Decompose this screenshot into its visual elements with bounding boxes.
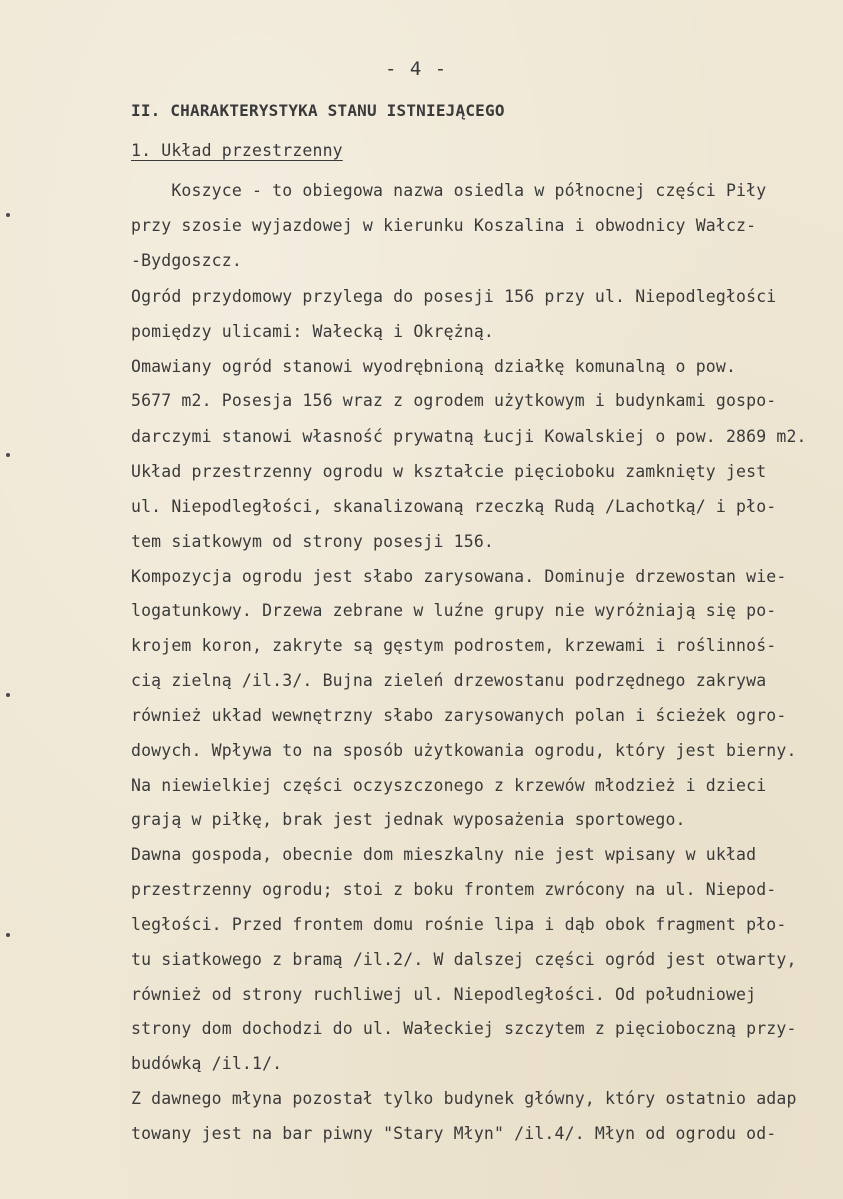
text-line: ul. Niepodległości, skanalizowaną rzeczką Rudą /Lachotką/ i pło- [131,497,777,516]
binder-hole-mark [6,933,10,937]
text-line: również układ wewnętrzny słabo zarysowanych polan i ścieżek ogro- [131,706,787,725]
binder-hole-mark [6,213,10,217]
text-line: dowych. Wpływa to na sposób użytkowania ogrodu, który jest bierny. [131,741,797,760]
text-line: -Bydgoszcz. [131,251,242,270]
text-line: ległości. Przed frontem domu rośnie lipa i dąb obok fragment pło- [131,915,787,934]
text-line: również od strony ruchliwej ul. Niepodległości. Od południowej [131,985,757,1004]
text-line: 5677 m2. Posesja 156 wraz z ogrodem użytkowym i budynkami gospo- [131,391,777,410]
text-line: strony dom dochodzi do ul. Wałeckiej szczytem z pięcioboczną przy- [131,1019,797,1038]
text-line: Kompozycja ogrodu jest słabo zarysowana. Dominuje drzewostan wie- [131,567,787,586]
text-line: Omawiany ogród stanowi wyodrębnioną działkę komunalną o pow. [131,357,737,376]
text-line: Dawna gospoda, obecnie dom mieszkalny nie jest wpisany w układ [131,845,757,864]
page-number: - 4 - [385,58,448,80]
text-line: grają w piłkę, brak jest jednak wyposażenia sportowego. [131,810,686,829]
text-line: Z dawnego młyna pozostał tylko budynek główny, który ostatnio adap [131,1089,797,1108]
text-line: pomiędzy ulicami: Wałecką i Okrężną. [131,322,495,341]
text-line: przestrzenny ogrodu; stoi z boku frontem zwrócony na ul. Niepod- [131,880,777,899]
binder-hole-mark [6,453,10,457]
text-line: Układ przestrzenny ogrodu w kształcie pięcioboku zamknięty jest [131,462,767,481]
text-line: tu siatkowego z bramą /il.2/. W dalszej części ogród jest otwarty, [131,950,797,969]
text-line: Na niewielkiej części oczyszczonego z krzewów młodzież i dzieci [131,776,767,795]
text-line: cią zielną /il.3/. Bujna zieleń drzewostanu podrzędnego zakrywa [131,671,767,690]
text-line: Ogród przydomowy przylega do posesji 156 przy ul. Niepodległości [131,287,777,306]
text-line: tem siatkowym od strony posesji 156. [131,532,495,551]
subsection-heading: 1. Układ przestrzenny [131,141,343,160]
binder-hole-mark [6,693,10,697]
text-line: towany jest na bar piwny "Stary Młyn" /il.4/. Młyn od ogrodu od- [131,1124,777,1143]
text-line: logatunkowy. Drzewa zebrane w luźne grupy nie wyróżniają się po- [131,601,777,620]
section-heading: II. CHARAKTERYSTYKA STANU ISTNIEJĄCEGO [131,101,505,120]
text-line: przy szosie wyjazdowej w kierunku Koszalina i obwodnicy Wałcz- [131,216,757,235]
text-line: Koszyce - to obiegowa nazwa osiedla w północnej części Piły [131,181,767,200]
text-line: budówką /il.1/. [131,1054,283,1073]
text-line: darczymi stanowi własność prywatną Łucji Kowalskiej o pow. 2869 m2. [131,427,807,446]
text-line: krojem koron, zakryte są gęstym podrostem, krzewami i roślinnoś- [131,636,777,655]
